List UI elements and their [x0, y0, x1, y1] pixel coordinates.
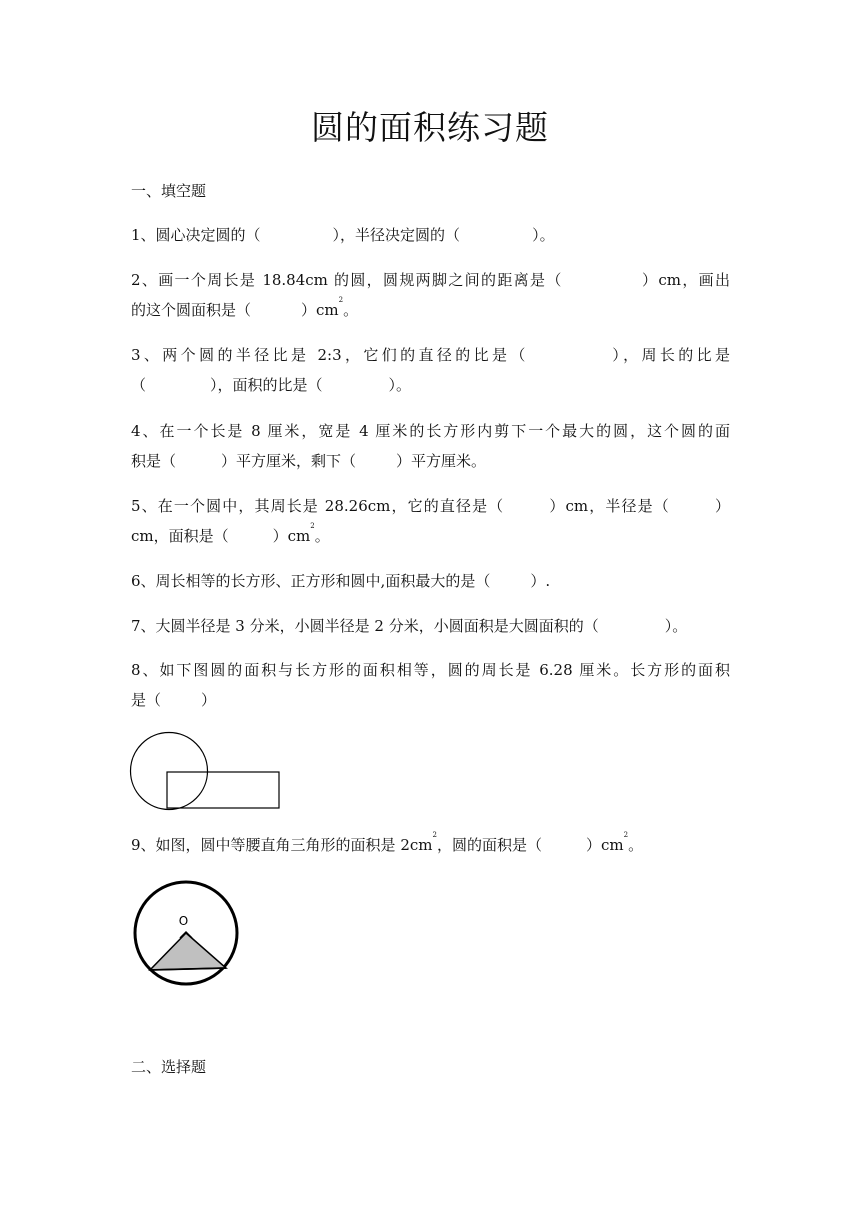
figure-circle [131, 733, 208, 810]
question-7: 7、大圆半径是 3 分米，小圆半径是 2 分米，小圆面积是大圆面积的（ ）。 [131, 617, 688, 635]
figure-rectangle [167, 772, 279, 808]
section-fill-blank-heading: 一、填空题 [131, 182, 207, 200]
center-label: O [178, 914, 189, 928]
question-2: 2、画一个周长是 18.84cm 的圆，圆规两脚之间的距离是（ ）cm，画出 的这个圆面积是（ ）$cm^2$。 [131, 271, 731, 319]
question-3: 3、两个圆的半径比是 2:3，它们的直径的比是（ ），周长的比是 （ ），面积的比是（ ）。 [131, 346, 730, 394]
figure-triangle [150, 933, 226, 970]
question-4: 4、在一个长是 8 厘米，宽是 4 厘米的长方形内剪下一个最大的圆，这个圆的面 积是（ ）平方厘米，剩下（ ）平方厘米。 [131, 422, 730, 470]
question-1: 1、圆心决定圆的（ ），半径决定圆的（ ）。 [131, 226, 555, 244]
figure-circle-triangle [126, 872, 246, 996]
question-8: 8、如下图圆的面积与长方形的面积相等，圆的周长是 6.28 厘米。长方形的面积 是（ ） [131, 661, 730, 709]
question-9: 9、如图，圆中等腰直角三角形的面积是 $2cm^2$，圆的面积是（ ）$cm^2$。 [131, 831, 644, 854]
page-title: 圆的面积练习题 [311, 108, 549, 147]
question-6: 6、周长相等的长方形、正方形和圆中,面积最大的是（ ）. [131, 572, 551, 590]
section-choice-heading: 二、选择题 [131, 1058, 207, 1076]
question-5: 5、在一个圆中，其周长是 28.26cm，它的直径是（ ）cm，半径是（ ） cm，面积是（ ）$cm^2$。 [131, 497, 730, 545]
figure-circle-rectangle [120, 726, 300, 816]
